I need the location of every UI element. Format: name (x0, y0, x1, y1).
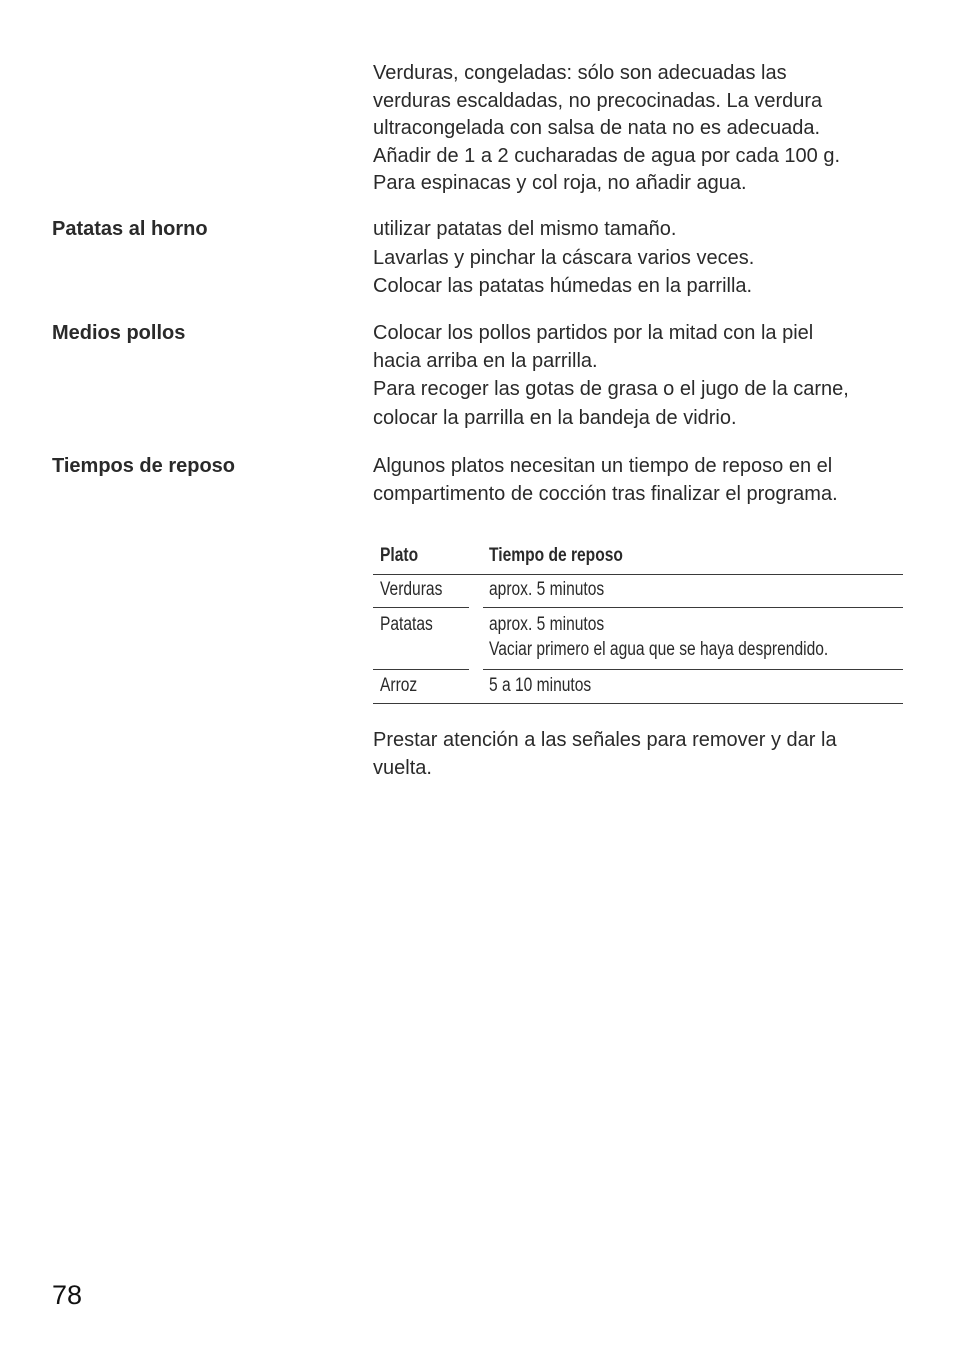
section-text-medios-pollos (373, 319, 918, 432)
text-line: colocar la parrilla en la bandeja de vidrio. (373, 406, 737, 429)
text-line: utilizar patatas del mismo tamaño. (373, 218, 677, 240)
header-rule (373, 574, 903, 575)
table-cell-time-note: Vaciar primero el agua que se haya desprendido. (489, 639, 829, 660)
text-line: Verduras, congeladas: sólo son adecuadas las (373, 62, 787, 84)
row-rule-right (483, 607, 903, 608)
table-header-dish: Plato (380, 545, 419, 566)
table-cell-time: aprox. 5 minutos (489, 579, 605, 600)
page-number: 78 (52, 1280, 83, 1310)
table-cell-dish: Patatas (380, 614, 433, 635)
text-line: vuelta. (373, 757, 432, 779)
text-line: hacia arriba en la parrilla. (373, 350, 598, 373)
section-text-patatas-al-horno (373, 215, 918, 301)
table-cell-time: 5 a 10 minutos (489, 675, 592, 696)
section-label-tiempos-de-reposo: Tiempos de reposo (52, 455, 236, 477)
text-line: Algunos platos necesitan un tiempo de reposo en el (373, 455, 833, 477)
text-line: Añadir de 1 a 2 cucharadas de agua por cada 100 g. (373, 144, 841, 167)
section-label-patatas-al-horno: Patatas al horno (52, 218, 208, 240)
text-line: ultracongelada con salsa de nata no es adecuada. (373, 117, 821, 139)
row-rule-right (483, 669, 903, 670)
table-cell-dish: Arroz (380, 675, 418, 696)
text-line: Prestar atención a las señales para remover y dar la (373, 729, 837, 751)
text-line: Colocar las patatas húmedas en la parrilla. (373, 275, 753, 297)
table-cell-dish: Verduras (380, 579, 443, 600)
table-header-time: Tiempo de reposo (489, 545, 623, 566)
table-cell-time: aprox. 5 minutos (489, 614, 605, 635)
text-line: Para recoger las gotas de grasa o el jugo de la carne, (373, 378, 849, 401)
section-text-tiempos-de-reposo (373, 452, 918, 508)
row-rule-left (373, 669, 469, 670)
text-line: Para espinacas y col roja, no añadir agua. (373, 172, 747, 194)
text-line: Lavarlas y pinchar la cáscara varios veces. (373, 246, 755, 269)
table-bottom-rule (373, 703, 903, 704)
row-rule-left (373, 607, 469, 608)
text-line: verduras escaldadas, no precocinadas. La verdura (373, 89, 823, 112)
text-line: Colocar los pollos partidos por la mitad con la piel (373, 322, 814, 344)
section-label-medios-pollos: Medios pollos (52, 322, 186, 344)
text-line: compartimento de cocción tras finalizar el programa. (373, 483, 838, 505)
intro-paragraph (373, 60, 918, 198)
stir-turn-note (373, 726, 918, 782)
